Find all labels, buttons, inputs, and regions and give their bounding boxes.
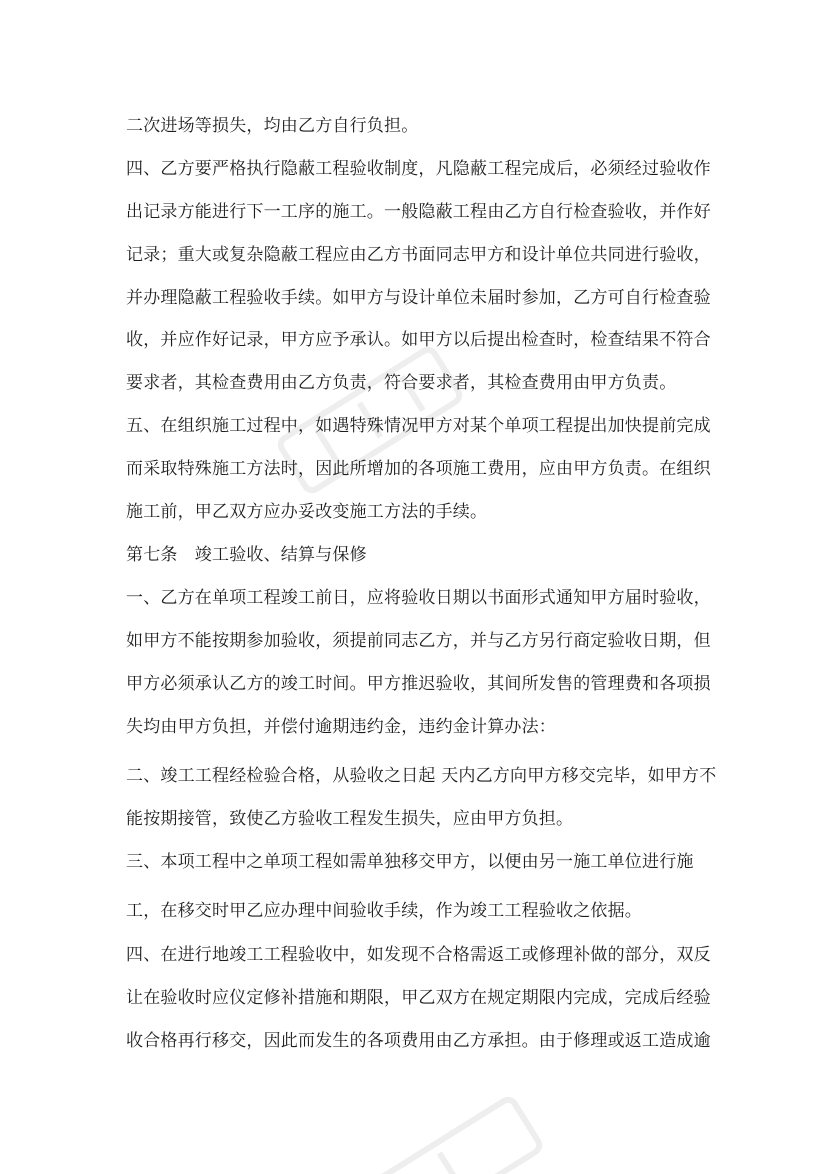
text-line: 一、乙方在单项工程竣工前日，应将验收日期以书面形式通知甲方届时验收，: [126, 588, 711, 608]
text-line: 收合格再行移交，因此而发生的各项费用由乙方承担。由于修理或返工造成逾: [126, 1031, 711, 1051]
section-heading: 第七条 竣工验收、结算与保修: [126, 545, 367, 565]
text-line: 二次进场等损失，均由乙方自行负担。: [126, 116, 419, 136]
text-line: 而采取特殊施工方法时，因此所增加的各项施工费用，应由甲方负责。在组织: [126, 459, 711, 479]
text-line: 四、在进行地竣工工程验收中，如发现不合格需返工或修理补做的部分，双反: [126, 945, 711, 965]
text-line: 收，并应作好记录，甲方应予承认。如甲方以后提出检查时，检查结果不符合: [126, 330, 711, 350]
text-line: 出记录方能进行下一工序的施工。一般隐蔽工程由乙方自行检查验收，并作好: [126, 202, 711, 222]
text-line: 施工前，甲乙双方应办妥改变施工方法的手续。: [126, 502, 488, 522]
text-line: 失均由甲方负担，并偿付逾期违约金，违约金计算办法：: [126, 717, 556, 737]
text-line: 工，在移交时甲乙应办理中间验收手续，作为竣工工程验收之依据。: [126, 901, 642, 921]
text-line: 三、本项工程中之单项工程如需单独移交甲方，以便由另一施工单位进行施: [126, 852, 694, 872]
text-line: 五、在组织施工过程中，如遇特殊情况甲方对某个单项工程提出加快提前完成: [126, 416, 711, 436]
text-line: 要求者，其检查费用由乙方负责，符合要求者，其检查费用由甲方负责。: [126, 373, 677, 393]
text-line: 能按期接管，致使乙方验收工程发生损失，应由甲方负担。: [126, 809, 574, 829]
text-line: 并办理隐蔽工程验收手续。如甲方与设计单位未届时参加，乙方可自行检查验: [126, 288, 711, 308]
text-line: 记录；重大或复杂隐蔽工程应由乙方书面同志甲方和设计单位共同进行验收，: [126, 245, 711, 265]
text-line: 二、竣工工程经检验合格，从验收之日起 天内乙方向甲方移交完毕，如甲方不: [126, 766, 717, 786]
text-line: 四、乙方要严格执行隐蔽工程验收制度，凡隐蔽工程完成后，必须经过验收作: [126, 159, 711, 179]
text-line: 让在验收时应仪定修补措施和期限，甲乙双方在规定期限内完成，完成后经验: [126, 988, 711, 1008]
watermark: [330, 1080, 570, 1174]
text-line: 如甲方不能按期参加验收，须提前同志乙方，并与乙方另行商定验收日期，但: [126, 631, 711, 651]
text-line: 甲方必须承认乙方的竣工时间。甲方推迟验收，其间所发售的管理费和各项损: [126, 674, 711, 694]
